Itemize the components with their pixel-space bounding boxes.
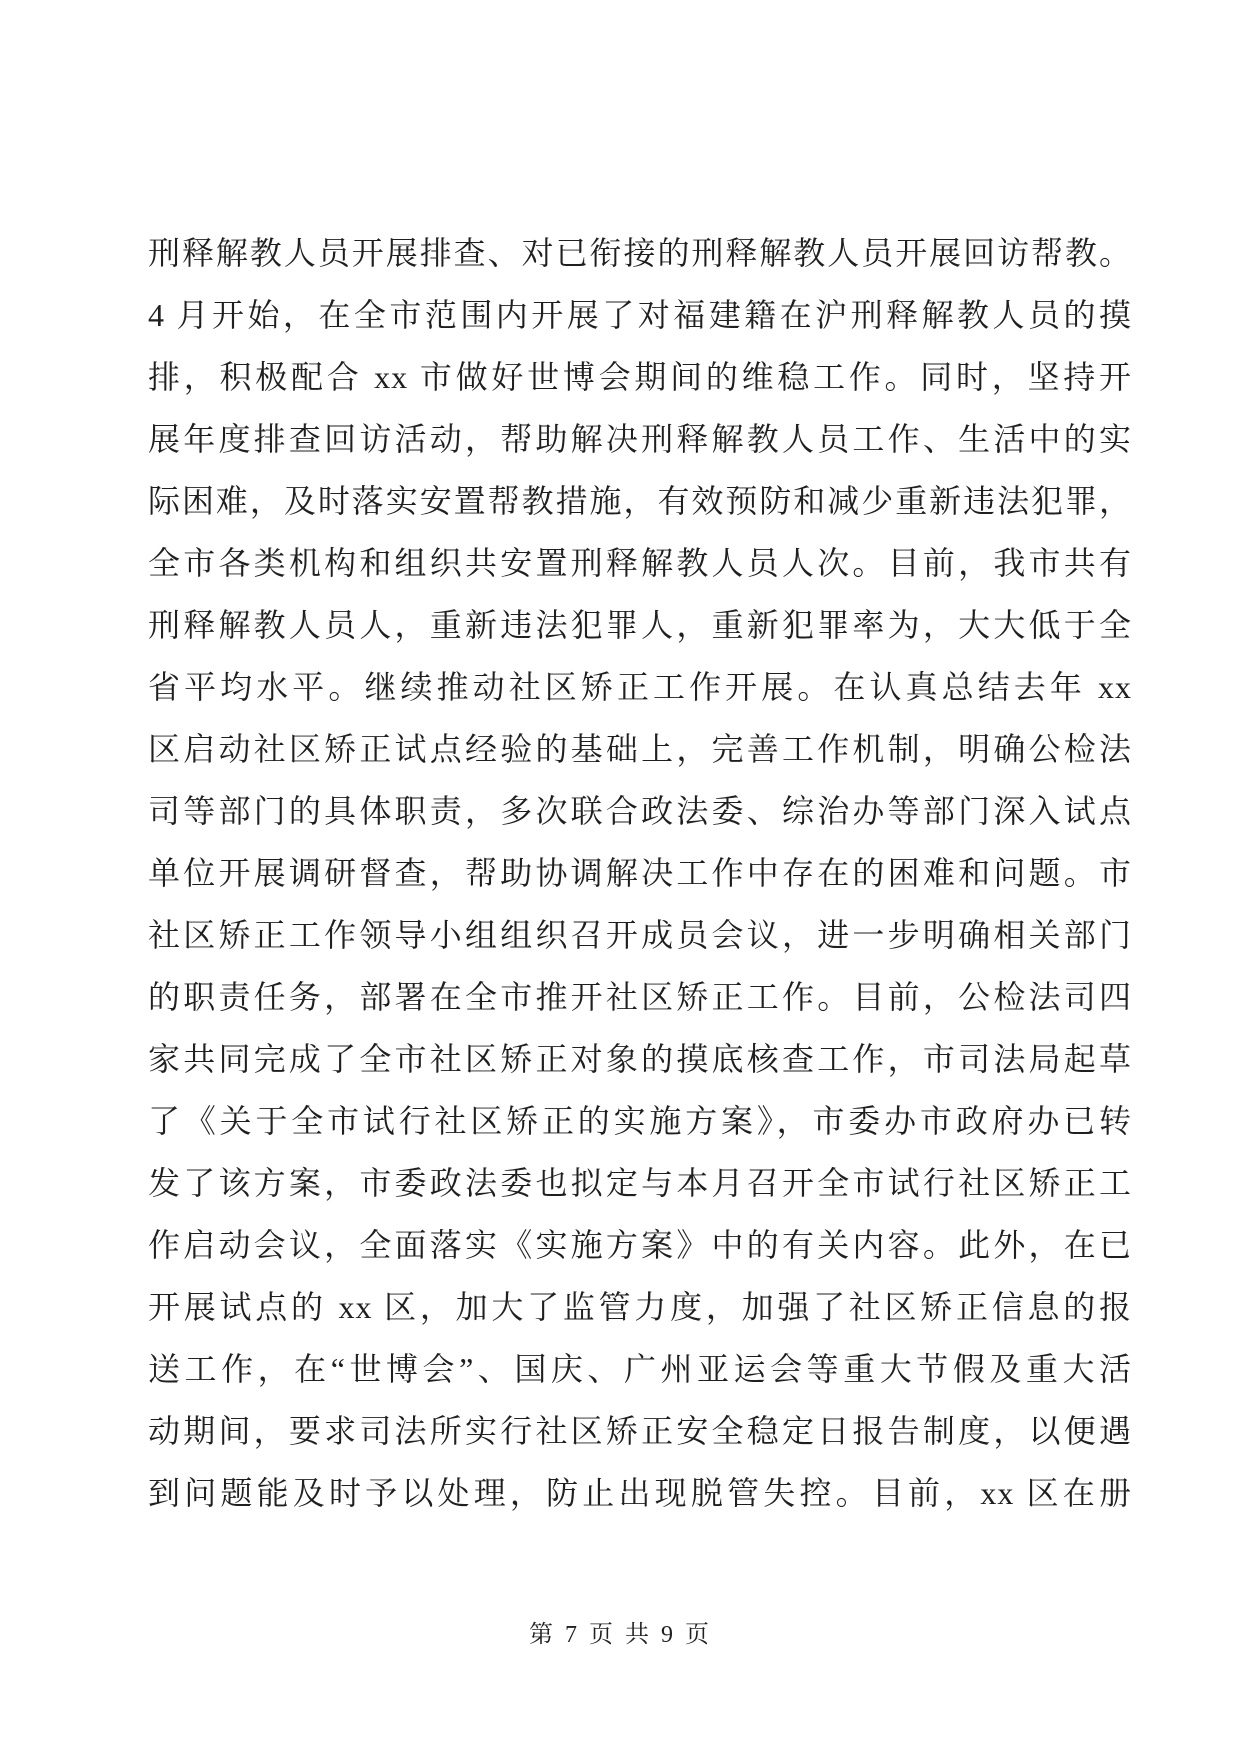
text-line: 家共同完成了全市社区矫正对象的摸底核查工作，市司法局起草 [148, 1041, 1132, 1077]
text-line: 开展试点的 xx 区，加大了监管力度，加强了社区矫正信息的报 [148, 1289, 1132, 1325]
text-line: 全市各类机构和组织共安置刑释解教人员人次。目前，我市共有 [148, 545, 1132, 581]
document-body [148, 222, 1132, 1524]
text-line: 刑释解教人员人，重新违法犯罪人，重新犯罪率为，大大低于全 [148, 607, 1132, 643]
text-line: 送工作，在“世博会”、国庆、广州亚运会等重大节假及重大活 [148, 1351, 1132, 1387]
text-line: 作启动会议，全面落实《实施方案》中的有关内容。此外，在已 [148, 1227, 1132, 1263]
text-line: 社区矫正工作领导小组组织召开成员会议，进一步明确相关部门 [148, 917, 1132, 953]
text-line: 了《关于全市试行社区矫正的实施方案》，市委办市政府办已转 [148, 1103, 1132, 1139]
text-line: 展年度排查回访活动，帮助解决刑释解教人员工作、生活中的实 [148, 421, 1132, 457]
text-line: 到问题能及时予以处理，防止出现脱管失控。目前，xx 区在册 [148, 1475, 1132, 1511]
text-line: 的职责任务，部署在全市推开社区矫正工作。目前，公检法司四 [148, 979, 1132, 1015]
text-line: 际困难，及时落实安置帮教措施，有效预防和减少重新违法犯罪， [148, 483, 1132, 519]
page-number-footer: 第 7 页 共 9 页 [529, 1622, 712, 1648]
text-line: 4 月开始，在全市范围内开展了对福建籍在沪刑释解教人员的摸 [148, 297, 1132, 333]
text-line: 动期间，要求司法所实行社区矫正安全稳定日报告制度，以便遇 [148, 1413, 1132, 1449]
text-line: 刑释解教人员开展排查、对已衔接的刑释解教人员开展回访帮教。 [148, 235, 1132, 271]
text-line: 单位开展调研督查，帮助协调解决工作中存在的困难和问题。市 [148, 855, 1132, 891]
text-line: 发了该方案，市委政法委也拟定与本月召开全市试行社区矫正工 [148, 1165, 1132, 1201]
text-line: 排，积极配合 xx 市做好世博会期间的维稳工作。同时，坚持开 [148, 359, 1132, 395]
text-line: 省平均水平。继续推动社区矫正工作开展。在认真总结去年 xx [148, 669, 1132, 705]
text-line: 司等部门的具体职责，多次联合政法委、综治办等部门深入试点 [148, 793, 1132, 829]
text-line: 区启动社区矫正试点经验的基础上，完善工作机制，明确公检法 [148, 731, 1132, 767]
